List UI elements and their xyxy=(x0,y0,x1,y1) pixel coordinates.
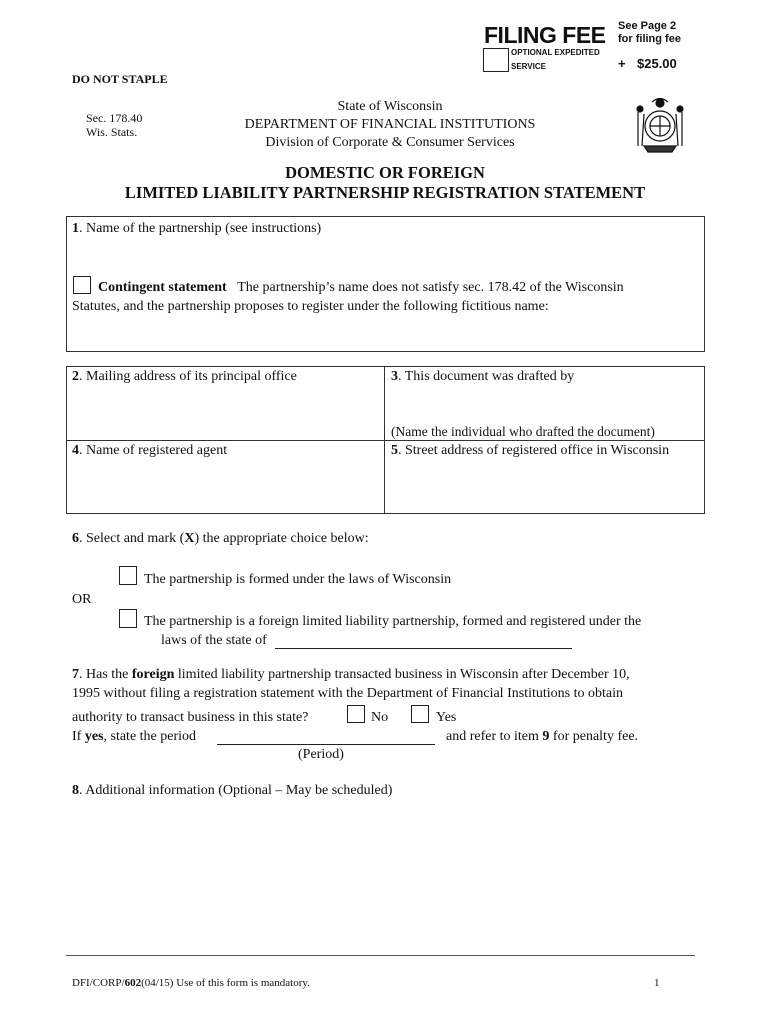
filing-fee-title: FILING FEE xyxy=(484,22,606,48)
foreign-partnership-checkbox[interactable] xyxy=(119,609,137,628)
item7-line1: 7. Has the foreign limited liability partnership transacted business in Wisconsin after December 10, xyxy=(72,667,630,682)
transacted-yes-label: Yes xyxy=(436,710,457,725)
optional-expedited-label: OPTIONAL EXPEDITED xyxy=(511,48,600,57)
item1-label: 1. Name of the partnership (see instructions) xyxy=(72,221,322,236)
transacted-no-label: No xyxy=(371,710,389,725)
period-input[interactable] xyxy=(217,729,435,745)
or-label: OR xyxy=(72,592,92,607)
item3-label: 3. This document was drafted by xyxy=(391,369,575,384)
item8-label: 8. Additional information (Optional – May be scheduled) xyxy=(72,783,393,798)
item3-drafter-input[interactable] xyxy=(389,388,701,420)
item7-number: 7 xyxy=(72,667,79,682)
form-title-line1: DOMESTIC OR FOREIGN xyxy=(285,163,485,182)
item1-number: 1 xyxy=(72,221,79,236)
expedited-service-checkbox[interactable] xyxy=(483,48,509,72)
if-yes-bold: yes xyxy=(84,729,104,744)
for-filing-fee-note: for filing fee xyxy=(618,33,681,45)
item7-line2: 1995 without filing a registration statement with the Department of Financial Institutions to obtain xyxy=(72,686,623,701)
item6-label: 6. Select and mark (X) the appropriate choice below: xyxy=(72,531,369,546)
form-number: DFI/CORP/602(04/15) Use of this form is mandatory. xyxy=(72,977,310,989)
if-yes-label: If yes, state the period xyxy=(72,729,197,744)
department-name: DEPARTMENT OF FINANCIAL INSTITUTIONS xyxy=(244,117,536,132)
wisconsin-seal-icon xyxy=(630,92,690,156)
item8-number: 8 xyxy=(72,783,79,798)
page-number: 1 xyxy=(654,977,660,989)
do-not-staple: DO NOT STAPLE xyxy=(72,72,168,86)
item2-number: 2 xyxy=(72,369,79,384)
transacted-yes-checkbox[interactable] xyxy=(411,705,429,723)
item3-number: 3 xyxy=(391,369,398,384)
fictitious-name-input[interactable] xyxy=(70,318,700,348)
item4-number: 4 xyxy=(72,443,79,458)
formed-in-wisconsin-checkbox[interactable] xyxy=(119,566,137,585)
item7-foreign-bold: foreign xyxy=(131,667,175,682)
state-name: State of Wisconsin xyxy=(337,99,443,114)
footer-rule xyxy=(66,955,695,956)
form-title-line2: LIMITED LIABILITY PARTNERSHIP REGISTRATION STATEMENT xyxy=(124,183,646,202)
plus-sign: + xyxy=(618,56,626,71)
statute-section: Sec. 178.40 xyxy=(86,111,143,125)
item4-label: 4. Name of registered agent xyxy=(72,443,228,458)
item2-address-input[interactable] xyxy=(70,388,380,436)
division-name: Division of Corporate & Consumer Services xyxy=(265,135,515,150)
transacted-no-checkbox[interactable] xyxy=(347,705,365,723)
item2-label: 2. Mailing address of its principal office xyxy=(72,369,297,384)
foreign-partnership-label: The partnership is a foreign limited liability partnership, formed and registered under the xyxy=(144,614,642,629)
contingent-statement-line1: Contingent statement The partnership’s name does not satisfy sec. 178.42 of the Wisconsin xyxy=(98,280,624,295)
service-label: SERVICE xyxy=(511,62,546,71)
item1-name-input[interactable] xyxy=(70,240,700,270)
item3-note: (Name the individual who drafted the document) xyxy=(391,424,655,439)
contingent-statement-checkbox[interactable] xyxy=(73,276,91,294)
period-caption: (Period) xyxy=(298,747,344,762)
expedited-fee-amount: $25.00 xyxy=(637,56,677,71)
grid-horizontal-divider xyxy=(66,440,705,441)
item5-label: 5. Street address of registered office in Wisconsin xyxy=(391,443,670,458)
see-page-note: See Page 2 xyxy=(618,20,677,32)
item5-office-input[interactable] xyxy=(389,462,701,510)
item7-line3: authority to transact business in this state? xyxy=(72,710,309,725)
contingent-statement-bold: Contingent statement xyxy=(98,280,227,295)
item4-agent-input[interactable] xyxy=(70,462,380,510)
formed-in-wisconsin-label: The partnership is formed under the laws of Wisconsin xyxy=(144,572,452,587)
statute-wis-stats: Wis. Stats. xyxy=(86,125,138,139)
item6-number: 6 xyxy=(72,531,79,546)
laws-of-state-label: laws of the state of xyxy=(161,633,267,648)
foreign-state-input[interactable] xyxy=(275,633,572,649)
contingent-statement-line2: Statutes, and the partnership proposes to register under the following fictitious name: xyxy=(72,299,549,314)
refer-penalty-label: and refer to item 9 for penalty fee. xyxy=(446,729,639,744)
refer-item-number: 9 xyxy=(542,729,550,744)
additional-info-input[interactable] xyxy=(70,806,700,946)
item6-x-mark: X xyxy=(184,531,195,546)
item5-number: 5 xyxy=(391,443,398,458)
form-number-bold: 602 xyxy=(124,977,142,989)
